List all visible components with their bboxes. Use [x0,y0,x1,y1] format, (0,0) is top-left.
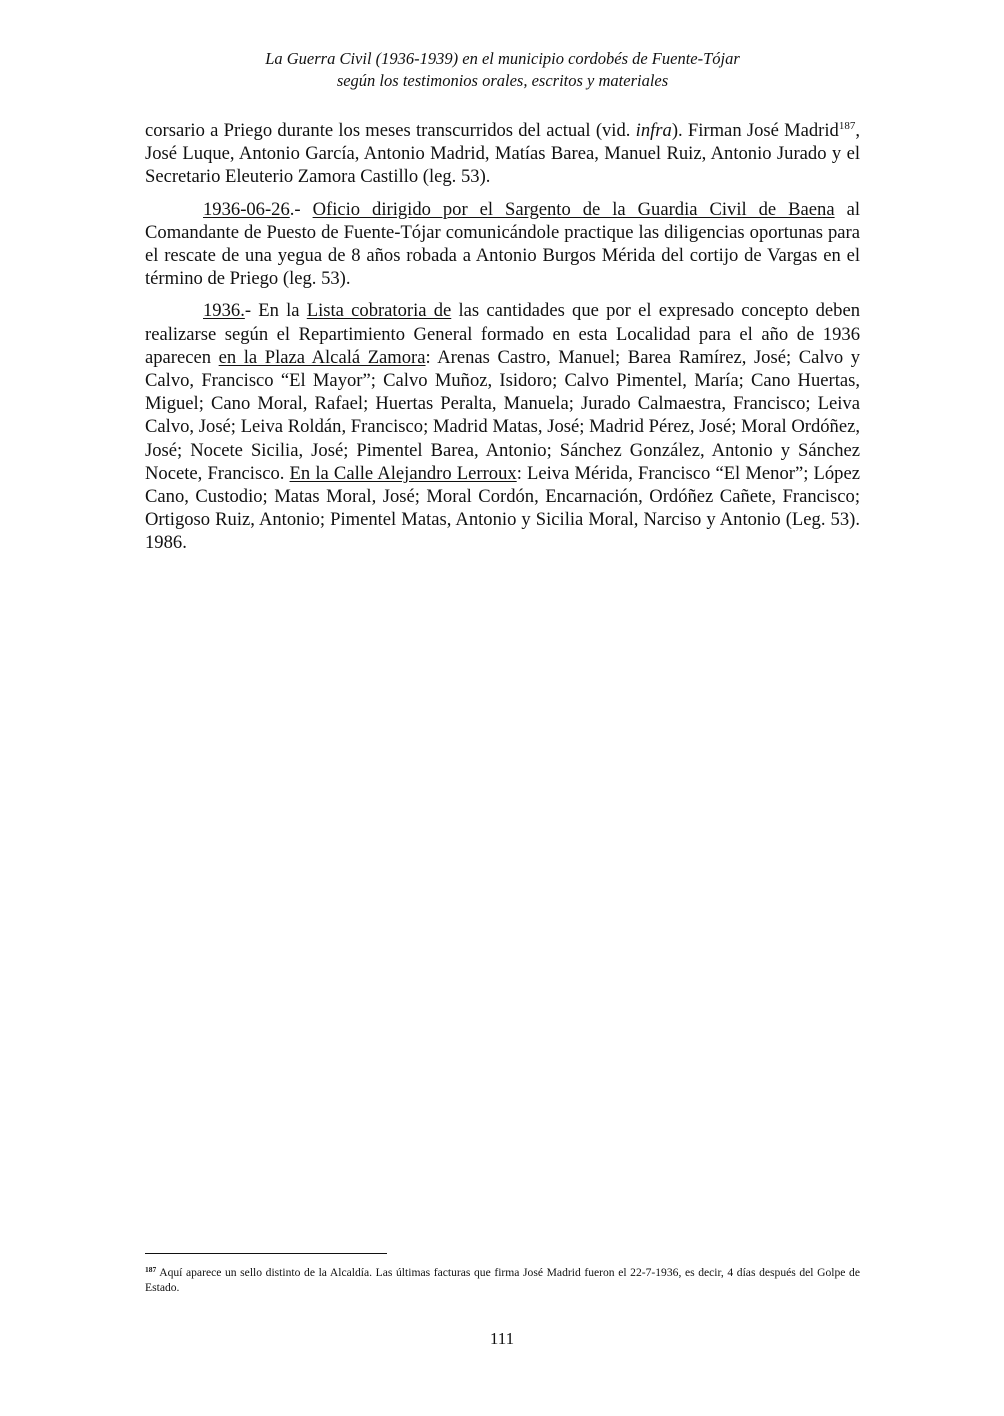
p3-underlined-3: En la Calle Alejandro Lerroux [289,462,517,484]
p2-text-b: al Comandante de Puesto de Fuente-Tójar comunicándole practique las diligencias oportunas para el rescate de una yegua de 8 años robada a Antonio Burgos Mérida del cortijo de Vargas en el término de Priego (leg. 53). [145,198,860,290]
p3-text-c: : Arenas Castro, Manuel; Barea Ramírez, José; Calvo y Calvo, Francisco “El Mayor”; Calvo Muñoz, Isidoro; Calvo Pimentel, María; Cano Huertas, Miguel; Cano Moral, Rafael; Huertas Peralta, Manuela; Jurado Calmaestra, Francisco; Leiva Calvo, José; Leiva Roldán, Francisco; Madrid Matas, José; Madrid Pérez, José; Moral Ordóñez, José; Nocete Sicilia, José; Pimentel Barea, Antonio; Sánchez González, Antonio y Sánchez Nocete, Francisco. [145,346,861,484]
footnote [145,1265,860,1295]
footnote-ref[interactable]: 187 [838,120,856,132]
header-line-2: según los testimonios orales, escritos y materiales [336,71,669,90]
p1-text-c: , José Luque, Antonio García, Antonio Madrid, Matías Barea, Manuel Ruiz, Antonio Jurado y el Secretario Eleuterio Zamora Castillo (leg. 53). [145,120,860,188]
main-text [145,119,860,564]
paragraph-1 [145,119,860,189]
footnote-separator [145,1253,387,1254]
p3-text-d: : Leiva Mérida, Francisco “El Menor”; López Cano, Custodio; Matas Moral, José; Moral Cordón, Encarnación, Ordóñez Cañete, Francisco; Ortigoso Ruiz, Antonio; Pimentel Matas, Antonio y Sicilia Moral, Narciso y Antonio (Leg. 53). 1986. [145,462,860,554]
p3-text-b: las cantidades que por el expresado concepto deben realizarse según el Repartimiento General formado en esta Localidad para el año de 1936 aparecen [145,300,861,368]
page-number: 111 [489,1329,515,1348]
p2-underlined: Oficio dirigido por el Sargento de la Guardia Civil de Baena [312,198,835,220]
p3-underlined-1: Lista cobratoria de [306,300,452,322]
p3-text-a: - En la [244,300,307,322]
p1-text-b: ). Firman José Madrid [671,120,839,141]
p1-italic: infra [635,120,672,141]
footnote-text: Aquí aparece un sello distinto de la Alcaldía. Las últimas facturas que firma José Madrid fueron el 22-7-1936, es decir, 4 días después del Golpe de Estado. [145,1266,860,1294]
paragraph-3 [145,299,860,554]
footnote-number: 187 [145,1265,157,1274]
header-line-1: La Guerra Civil (1936-1939) en el municipio cordobés de Fuente-Tójar [265,49,740,68]
p2-date: 1936-06-26 [203,198,290,220]
p3-date: 1936. [203,300,245,322]
running-header [145,48,860,92]
p3-underlined-2: en la Plaza Alcalá Zamora [218,346,426,368]
p2-text-a: .- [289,198,313,220]
p1-text-a: corsario a Priego durante los meses transcurridos del actual (vid. [145,120,636,141]
paragraph-2 [145,198,860,291]
